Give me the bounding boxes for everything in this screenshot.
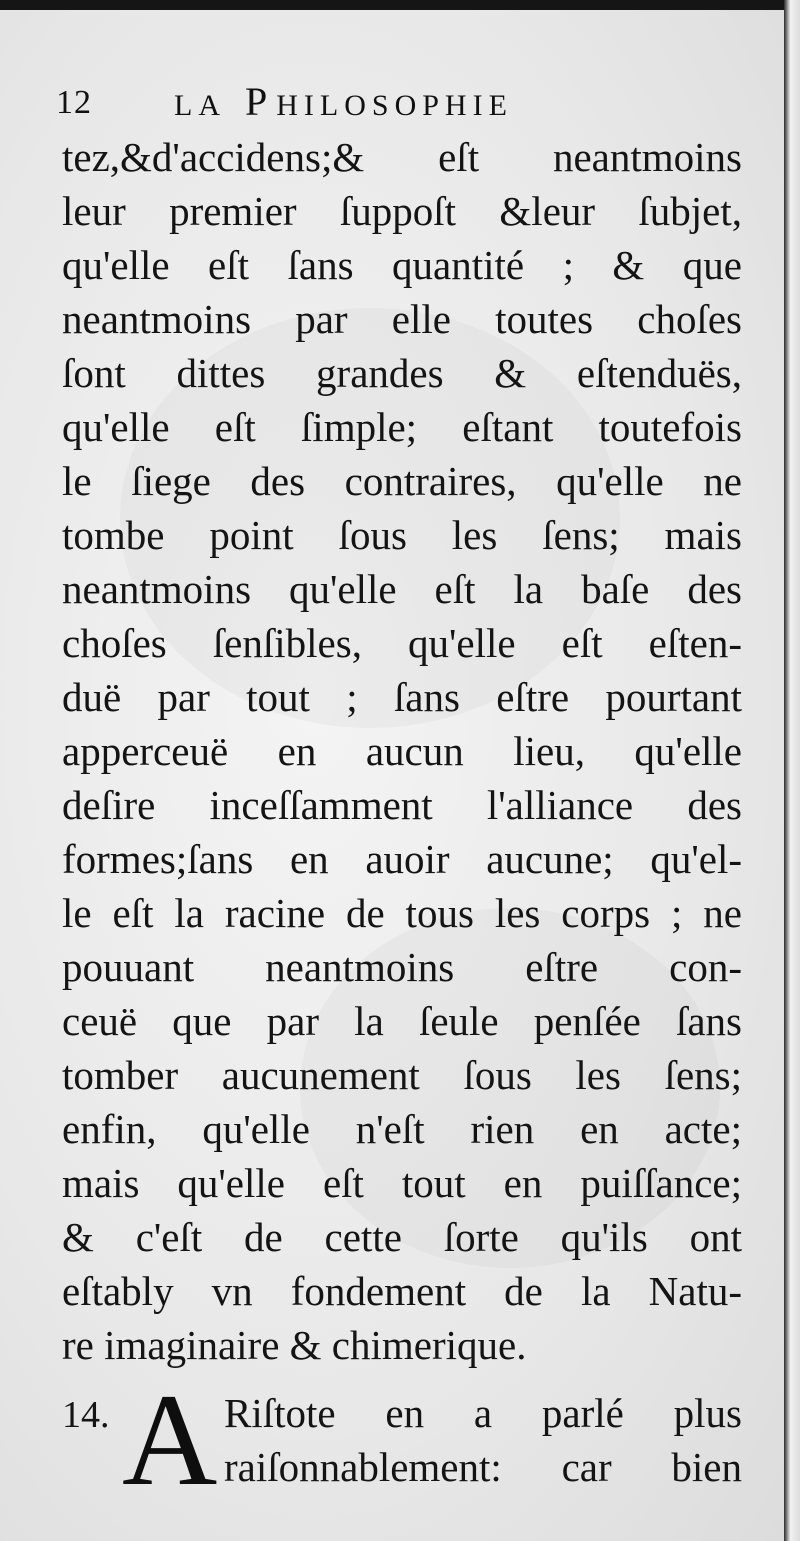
text-line: qu'elle eſt ſimple; eſtant toutefois: [62, 404, 742, 450]
text-line: enfin, qu'elle n'eſt rien en acte;: [62, 1106, 742, 1152]
page-number: 12: [56, 84, 92, 121]
page-header: [56, 78, 656, 128]
running-title-rest: HILOSOPHIE: [276, 89, 513, 122]
scan-right-edge: [784, 0, 800, 1541]
text-line: le ſiege des contraires, qu'elle ne: [62, 458, 742, 504]
text-line: ceuë que par la ſeule penſée ſans: [62, 998, 742, 1044]
text-line: formes;ſans en auoir aucune; qu'el-: [62, 836, 742, 882]
text-line: re imaginaire & chimerique.: [62, 1322, 527, 1368]
text-line: tomber aucunement ſous les ſens;: [62, 1052, 742, 1098]
drop-cap: A: [122, 1366, 218, 1513]
text-line: mais qu'elle eſt tout en puiſſance;: [62, 1160, 742, 1206]
text-line: qu'elle eſt ſans quantité ; & que: [62, 242, 742, 288]
text-line: tez,&d'accidens;& eſt neantmoins: [62, 134, 742, 180]
text-line: ſont dittes grandes & eſtenduës,: [62, 350, 742, 396]
text-line: choſes ſenſibles, qu'elle eſt eſten-: [62, 620, 742, 666]
text-line: apperceuë en aucun lieu, qu'elle: [62, 728, 742, 774]
running-title-initial: P: [245, 79, 277, 124]
text-line: & c'eſt de cette ſorte qu'ils ont: [62, 1214, 742, 1260]
text-line: neantmoins qu'elle eſt la baſe des: [62, 566, 742, 612]
text-line: eſtably vn fondement de la Natu-: [62, 1268, 742, 1314]
book-page: [0, 8, 784, 1541]
text-line: raiſonnablement: car bien: [224, 1444, 742, 1490]
text-line: pouuant neantmoins eſtre con-: [62, 944, 742, 990]
text-line: duë par tout ; ſans eſtre pourtant: [62, 674, 742, 720]
running-title-prefix: LA: [174, 89, 226, 122]
text-line: le eſt la racine de tous les corps ; ne: [62, 890, 742, 936]
paragraph-number: 14.: [62, 1394, 110, 1436]
running-title: [174, 78, 513, 125]
text-line: Riſtote en a parlé plus: [224, 1390, 742, 1436]
text-line: neantmoins par elle toutes choſes: [62, 296, 742, 342]
scan-top-edge: [0, 0, 800, 10]
text-line: deſire inceſſamment l'alliance des: [62, 782, 742, 828]
text-line: leur premier ſuppoſt &leur ſubjet,: [62, 188, 742, 234]
text-line: tombe point ſous les ſens; mais: [62, 512, 742, 558]
